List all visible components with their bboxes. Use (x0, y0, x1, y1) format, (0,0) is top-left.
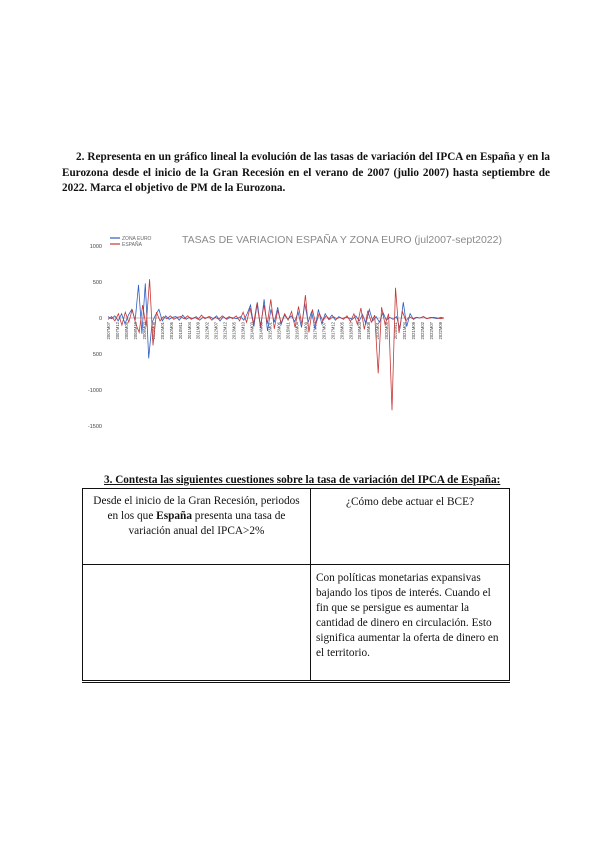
x-tick-label: 2013M10 (240, 322, 246, 340)
x-tick-label: 2017M12 (330, 322, 336, 340)
x-tick-label: 2020M06 (384, 322, 390, 340)
ipca-line-chart (86, 226, 510, 438)
x-tick-label: 2008M05 (123, 322, 129, 340)
x-tick-label: 2013M05 (231, 322, 237, 340)
x-tick-label: 2014M03 (249, 322, 255, 340)
x-tick-label: 2010M06 (168, 322, 174, 340)
answer-periods[interactable] (83, 565, 311, 681)
x-tick-label: 2010M11 (177, 322, 183, 340)
answer-ecb-action[interactable]: Con políticas monetarias expansivas bajando los tipos de interés. Cuando el fin que se persigue es aumentar la cantidad de dinero en circulación. Esto significa aumentar la oferta de dinero en el territorio. (311, 565, 510, 681)
x-tick-label: 2009M03 (141, 322, 147, 340)
y-tick-label: 1000 (89, 244, 102, 250)
x-tick-label: 2007M12 (114, 322, 120, 340)
x-tick-label: 2011M09 (195, 322, 201, 340)
legend-label-1: ESPAÑA (122, 242, 142, 248)
x-tick-label: 2015M11 (285, 322, 291, 340)
x-tick-label: 2021M09 (411, 322, 417, 340)
header-periods: Desde el inicio de la Gran Recesión, periodos en los que España presenta una tasa de variación anual del IPCA>2% (83, 489, 311, 565)
x-tick-label: 2019M03 (357, 322, 363, 340)
answers-table (82, 488, 510, 681)
question-3-text: 3. Contesta las siguientes cuestiones sobre la tasa de variación del IPCA de España: (104, 474, 501, 486)
x-tick-label: 2022M02 (420, 322, 426, 340)
x-tick-label: 2016M04 (294, 322, 300, 340)
x-tick-label: 2016M09 (303, 322, 309, 340)
x-tick-label: 2007M07 (106, 322, 111, 340)
y-tick-label: 500 (92, 280, 102, 286)
x-tick-label: 2017M07 (321, 322, 327, 340)
x-tick-label: 2022M09 (438, 322, 443, 340)
series-line-1 (108, 279, 444, 410)
x-tick-label: 2018M10 (348, 322, 354, 340)
x-tick-label: 2022M07 (429, 322, 435, 340)
x-tick-label: 2015M01 (267, 322, 273, 340)
x-tick-label: 2010M01 (159, 322, 165, 340)
x-tick-label: 2021M04 (402, 322, 408, 340)
y-tick-label: -1000 (87, 388, 102, 394)
chart-svg (86, 226, 510, 438)
table-header-row (83, 489, 510, 565)
x-tick-label: 2012M07 (213, 322, 219, 340)
x-tick-label: 2018M05 (339, 322, 345, 340)
question-2-text: 2. Representa en un gráfico lineal la evolución de las tasas de variación del IPCA en España y en la Eurozona desde el inicio de la Gran Recesión en el verano de 2007 (julio 2007) hasta septiembre de 2022. Marca el objetivo de PM de la Eurozona. (62, 151, 550, 194)
x-tick-label: 2011M04 (186, 322, 192, 340)
x-tick-label: 2012M12 (222, 322, 228, 340)
table-answer-row (83, 565, 510, 681)
header-espana: España (156, 510, 192, 522)
x-tick-label: 2019M08 (366, 322, 372, 340)
y-tick-label: -1500 (87, 424, 102, 430)
x-tick-label: 2015M06 (276, 322, 282, 340)
y-tick-label: 500 (92, 352, 102, 358)
y-tick-label: 0 (98, 316, 102, 322)
x-tick-label: 2012M02 (204, 322, 210, 340)
x-tick-label: 2020M11 (393, 322, 399, 340)
legend-label-0: ZONA EURO (122, 236, 152, 242)
bottom-rule (82, 682, 510, 683)
chart-title: TASAS DE VARIACION ESPAÑA Y ZONA EURO (jul2007-sept2022) (182, 234, 502, 246)
x-tick-label: 2009M08 (150, 322, 156, 340)
x-tick-label: 2020M01 (375, 322, 381, 340)
header-ecb-action: ¿Cómo debe actuar el BCE? (311, 489, 510, 565)
x-tick-label: 2017M02 (312, 322, 318, 340)
x-tick-label: 2014M08 (258, 322, 264, 340)
x-tick-label: 2008M10 (132, 322, 138, 340)
